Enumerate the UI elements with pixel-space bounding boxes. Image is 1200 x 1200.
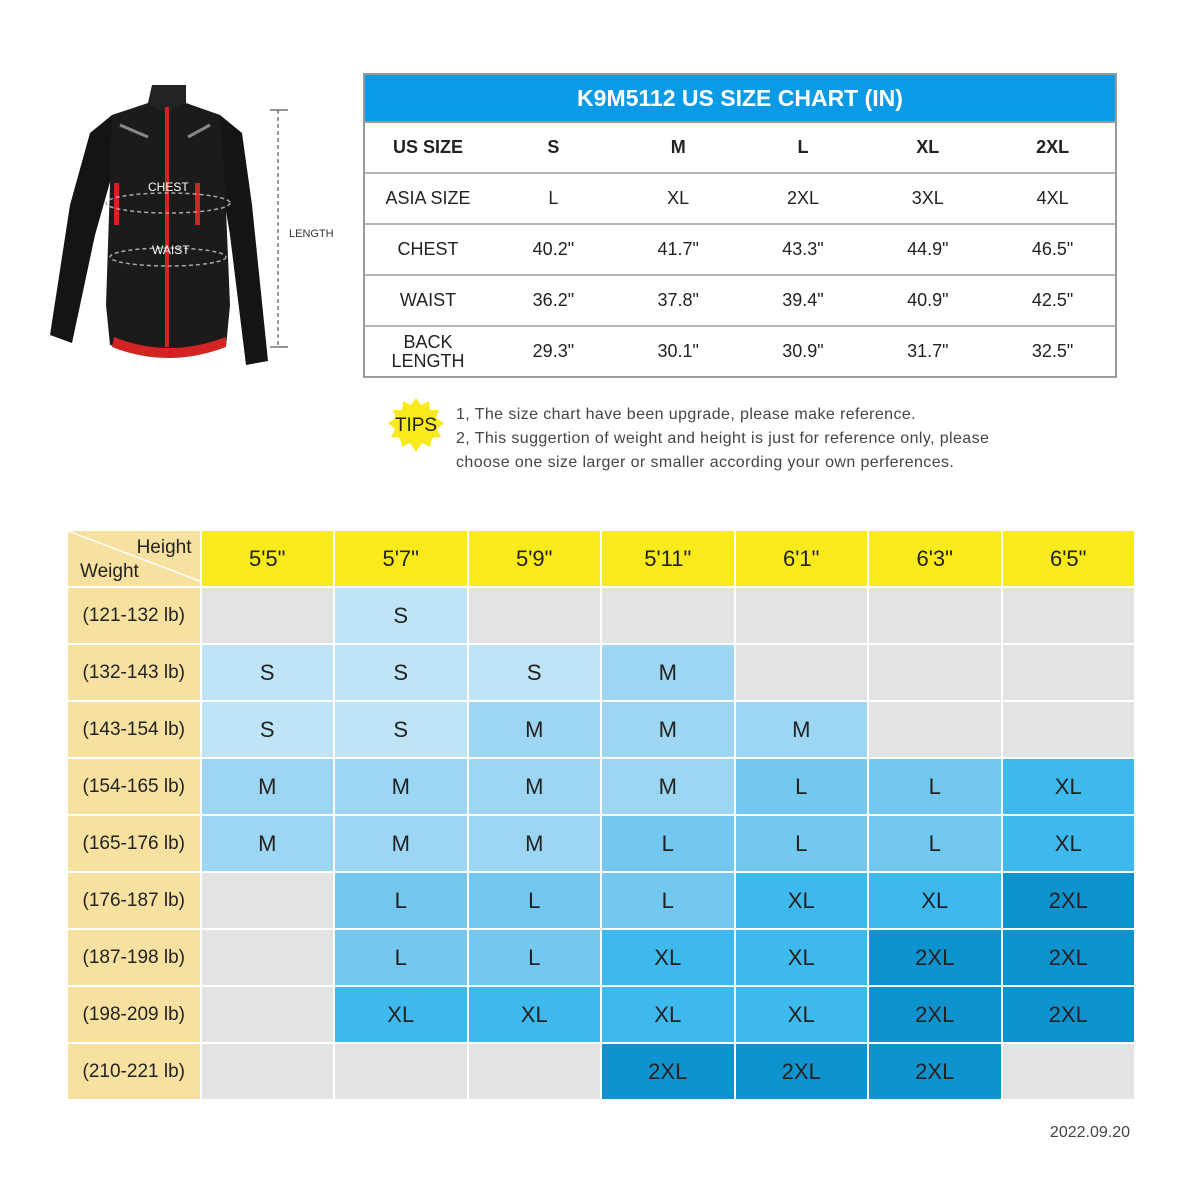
size-chart-row-label-line: LENGTH <box>391 350 465 371</box>
tip-line-1: 1, The size chart have been upgrade, please make reference. <box>456 406 917 423</box>
recommended-size-cell: S <box>335 702 467 757</box>
size-chart-row <box>365 173 1115 224</box>
recommended-size-cell: S <box>469 645 601 700</box>
chest-label: CHEST <box>148 180 189 194</box>
recommended-size-cell: XL <box>335 987 467 1042</box>
waist-label: WAIST <box>152 243 190 257</box>
recommended-size-cell <box>202 1044 334 1099</box>
recommended-size-cell: M <box>736 702 868 757</box>
tip-line-2: 2, This suggertion of weight and height is just for reference only, please <box>456 430 990 447</box>
recommended-size-cell <box>202 588 334 643</box>
size-chart-cell: 2XL <box>990 123 1115 173</box>
recommended-size-cell: L <box>335 930 467 985</box>
size-chart-row-label-line: BACK <box>403 331 453 352</box>
weight-row <box>68 645 1134 700</box>
size-chart-cell: 39.4" <box>741 275 866 326</box>
size-chart-cell: 36.2" <box>491 275 616 326</box>
recommended-size-cell: XL <box>469 987 601 1042</box>
recommended-size-cell: M <box>335 816 467 871</box>
recommended-size-cell: 2XL <box>869 1044 1001 1099</box>
size-chart-cell: 42.5" <box>990 275 1115 326</box>
recommended-size-cell: L <box>602 816 734 871</box>
recommended-size-cell: M <box>602 645 734 700</box>
recommended-size-cell <box>869 702 1001 757</box>
recommended-size-cell: 2XL <box>1003 987 1135 1042</box>
height-header-cell: 6'3" <box>869 531 1001 586</box>
weight-row <box>68 816 1134 871</box>
weight-row <box>68 873 1134 928</box>
recommended-size-cell: L <box>469 930 601 985</box>
size-chart-cell: 31.7" <box>907 341 949 361</box>
size-chart-row <box>365 224 1115 275</box>
height-header-cell: 5'5" <box>202 531 334 586</box>
size-chart-cell: S <box>491 123 616 173</box>
recommended-size-cell: 2XL <box>736 1044 868 1099</box>
size-chart-cell: 4XL <box>990 173 1115 224</box>
size-chart-cell: 3XL <box>865 173 990 224</box>
recommended-size-cell: M <box>602 702 734 757</box>
weight-axis-label: Weight <box>80 561 139 582</box>
height-header-row <box>68 531 1134 586</box>
recommended-size-cell: XL <box>602 987 734 1042</box>
recommended-size-cell <box>202 987 334 1042</box>
size-chart-row-label <box>365 326 491 376</box>
size-chart-cell: 30.9" <box>782 341 824 361</box>
size-chart-cell: 32.5" <box>1031 341 1074 361</box>
size-chart-cell: XL <box>616 173 741 224</box>
recommended-size-cell: XL <box>736 987 868 1042</box>
weight-row <box>68 759 1134 814</box>
tips-text <box>456 403 1096 475</box>
recommended-size-cell: L <box>869 816 1001 871</box>
recommended-size-cell <box>202 873 334 928</box>
height-header-cell: 5'9" <box>469 531 601 586</box>
recommended-size-cell: M <box>602 759 734 814</box>
jacket-illustration <box>40 85 350 375</box>
recommended-size-cell: M <box>202 759 334 814</box>
recommended-size-cell: M <box>469 816 601 871</box>
recommended-size-cell: S <box>202 702 334 757</box>
recommended-size-cell: L <box>736 816 868 871</box>
size-chart-cell: 46.5" <box>990 224 1115 275</box>
tip-line-3: choose one size larger or smaller according your own perferences. <box>456 454 955 471</box>
size-chart-row-label: US SIZE <box>365 123 491 173</box>
recommended-size-cell <box>469 588 601 643</box>
size-chart-cell: XL <box>865 123 990 173</box>
weight-range-label: (143-154 lb) <box>68 702 200 757</box>
recommended-size-cell <box>1003 702 1135 757</box>
weight-row <box>68 987 1134 1042</box>
recommended-size-cell: 2XL <box>869 987 1001 1042</box>
height-axis-label: Height <box>136 537 192 558</box>
recommended-size-cell: 2XL <box>869 930 1001 985</box>
weight-row <box>68 702 1134 757</box>
size-chart-cell: 40.9" <box>865 275 990 326</box>
size-chart-cell: 2XL <box>741 173 866 224</box>
height-weight-corner <box>68 531 200 586</box>
length-label: LENGTH <box>289 228 334 240</box>
size-chart-cell: 30.1" <box>657 341 699 361</box>
recommended-size-cell: L <box>602 873 734 928</box>
recommended-size-cell: XL <box>1003 759 1135 814</box>
size-chart-cell: 37.8" <box>616 275 741 326</box>
footer-date: 2022.09.20 <box>1049 1124 1130 1141</box>
recommended-size-cell <box>869 645 1001 700</box>
recommended-size-cell: XL <box>869 873 1001 928</box>
height-header-cell: 5'7" <box>335 531 467 586</box>
size-chart-row-label: ASIA SIZE <box>365 173 491 224</box>
recommended-size-cell: M <box>469 759 601 814</box>
size-chart-cell: 29.3" <box>532 341 575 361</box>
recommended-size-cell <box>1003 645 1135 700</box>
weight-range-label: (132-143 lb) <box>68 645 200 700</box>
weight-range-label: (121-132 lb) <box>68 588 200 643</box>
recommended-size-cell <box>869 588 1001 643</box>
recommended-size-cell: XL <box>602 930 734 985</box>
recommended-size-cell: S <box>202 645 334 700</box>
height-weight-size-table <box>66 529 1136 1101</box>
recommended-size-cell: S <box>335 645 467 700</box>
recommended-size-cell: M <box>335 759 467 814</box>
recommended-size-cell: 2XL <box>1003 930 1135 985</box>
size-chart-table <box>363 73 1117 378</box>
tips-badge <box>388 398 444 452</box>
recommended-size-cell: M <box>202 816 334 871</box>
weight-range-label: (210-221 lb) <box>68 1044 200 1099</box>
size-chart-row <box>365 275 1115 326</box>
recommended-size-cell: XL <box>1003 816 1135 871</box>
recommended-size-cell <box>736 645 868 700</box>
size-chart-cell: 43.3" <box>741 224 866 275</box>
recommended-size-cell <box>335 1044 467 1099</box>
weight-range-label: (198-209 lb) <box>68 987 200 1042</box>
recommended-size-cell: L <box>869 759 1001 814</box>
size-chart-row <box>365 326 1115 376</box>
size-chart-row-label: CHEST <box>365 224 491 275</box>
recommended-size-cell <box>736 588 868 643</box>
recommended-size-cell: S <box>335 588 467 643</box>
weight-row <box>68 1044 1134 1099</box>
size-chart-row-label: WAIST <box>365 275 491 326</box>
recommended-size-cell: L <box>736 759 868 814</box>
height-header-cell: 6'5" <box>1003 531 1135 586</box>
recommended-size-cell <box>1003 1044 1135 1099</box>
recommended-size-cell <box>602 588 734 643</box>
size-chart-cell: L <box>491 173 616 224</box>
recommended-size-cell: 2XL <box>602 1044 734 1099</box>
recommended-size-cell <box>202 930 334 985</box>
tips-badge-label: TIPS <box>394 415 438 436</box>
weight-row <box>68 588 1134 643</box>
weight-row <box>68 930 1134 985</box>
weight-range-label: (165-176 lb) <box>68 816 200 871</box>
size-chart-cell: 44.9" <box>865 224 990 275</box>
weight-range-label: (187-198 lb) <box>68 930 200 985</box>
height-header-cell: 5'11" <box>602 531 734 586</box>
recommended-size-cell <box>1003 588 1135 643</box>
size-chart-title: K9M5112 US SIZE CHART (IN) <box>365 75 1115 123</box>
height-header-cell: 6'1" <box>736 531 868 586</box>
recommended-size-cell: M <box>469 702 601 757</box>
size-chart-cell: 41.7" <box>616 224 741 275</box>
size-chart-row <box>365 123 1115 173</box>
recommended-size-cell: 2XL <box>1003 873 1135 928</box>
recommended-size-cell: L <box>469 873 601 928</box>
recommended-size-cell: XL <box>736 873 868 928</box>
recommended-size-cell: XL <box>736 930 868 985</box>
weight-range-label: (176-187 lb) <box>68 873 200 928</box>
recommended-size-cell <box>469 1044 601 1099</box>
size-chart-cell: M <box>616 123 741 173</box>
recommended-size-cell: L <box>335 873 467 928</box>
size-chart-cell: L <box>741 123 866 173</box>
size-chart-cell: 40.2" <box>491 224 616 275</box>
weight-range-label: (154-165 lb) <box>68 759 200 814</box>
